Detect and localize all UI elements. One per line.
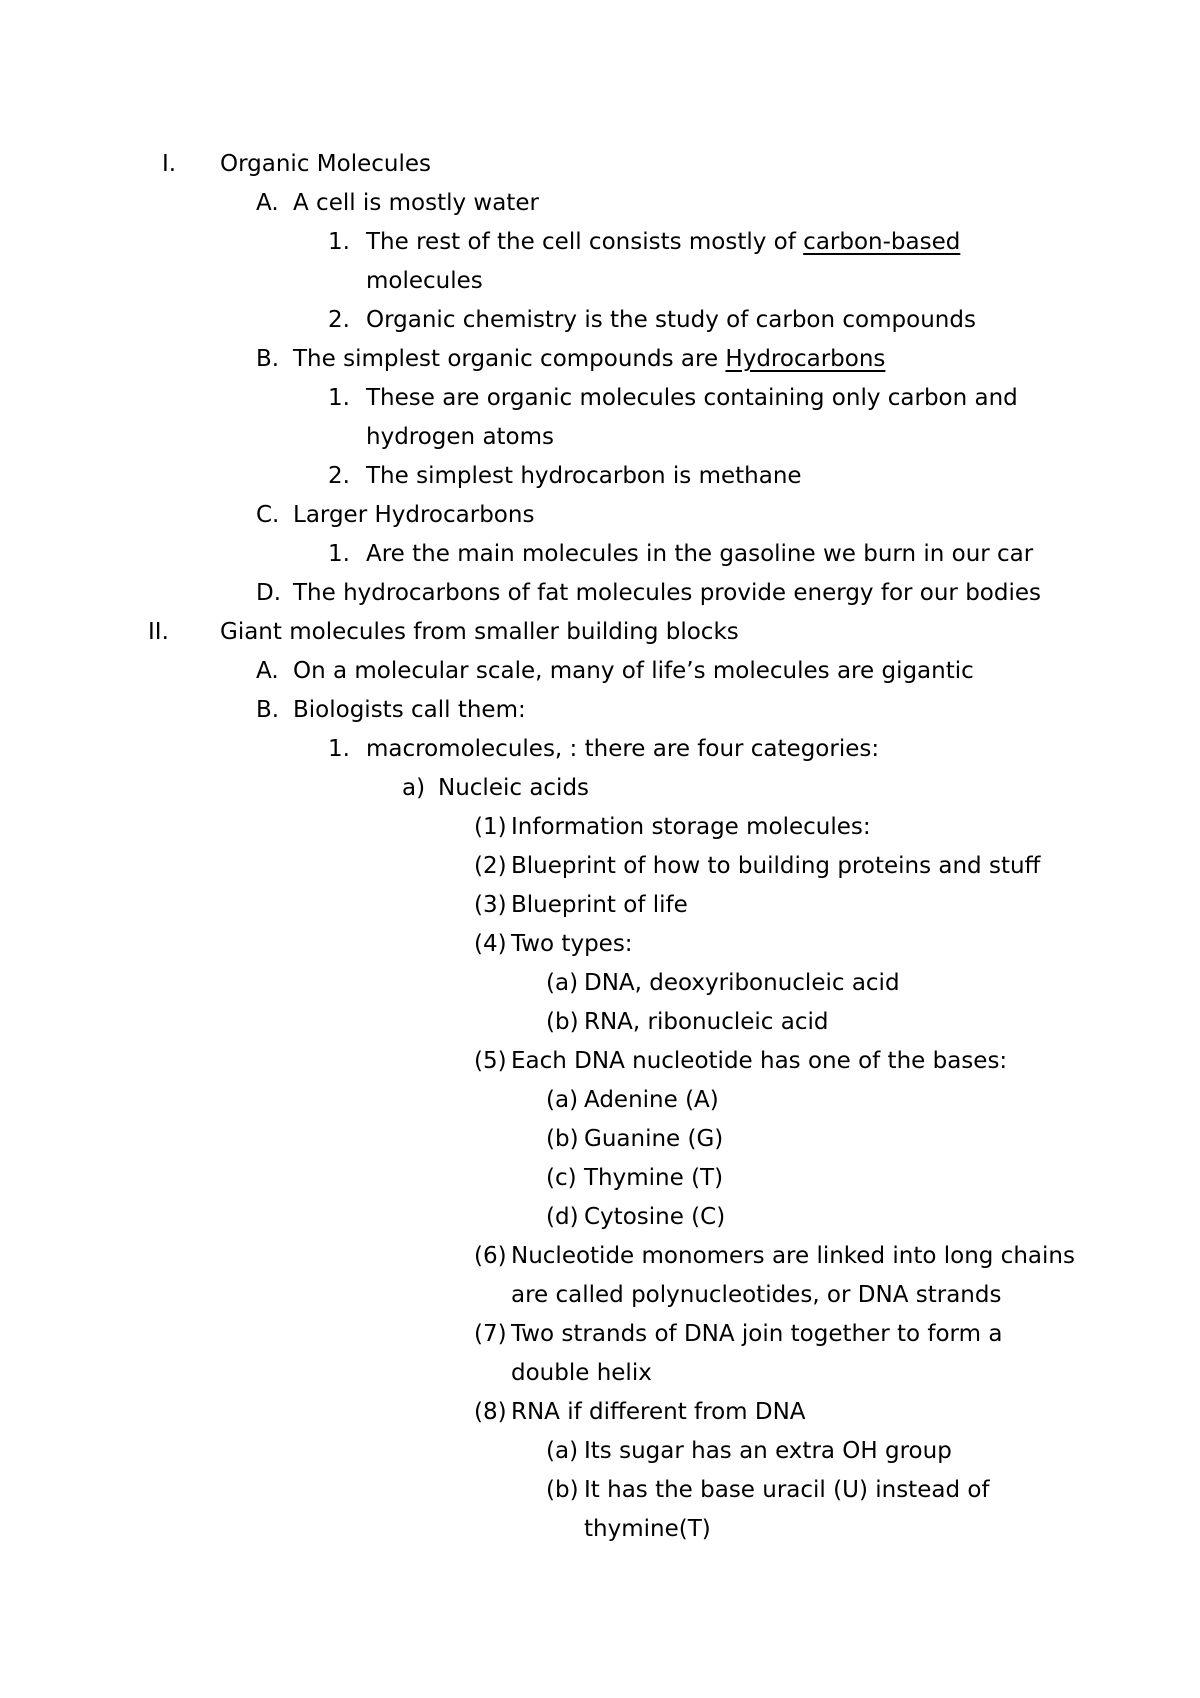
outline-text: macromolecules, : there are four categories: [366,736,880,762]
outline-marker: 2. [328,463,350,489]
outline-marker: (1) [474,814,507,840]
outline-text: Are the main molecules in the gasoline we burn in our car [366,541,1034,567]
outline-marker: I. [162,151,177,177]
outline-marker: (c) [546,1165,577,1191]
outline-text: Guanine (G) [584,1126,724,1152]
outline-text: DNA, deoxyribonucleic acid [584,970,900,996]
outline-marker: B. [256,346,280,372]
outline-marker: A. [256,190,279,216]
outline-text: Blueprint of how to building proteins and stuff [511,853,1041,879]
outline-marker: (7) [474,1321,507,1347]
outline-marker: (5) [474,1048,507,1074]
outline-marker: 2. [328,307,350,333]
outline-marker: (d) [546,1204,579,1230]
outline-text: double helix [511,1360,652,1386]
outline-text: hydrogen atoms [366,424,555,450]
outline-text: On a molecular scale, many of life’s molecules are gigantic [293,658,974,684]
outline-marker: (a) [546,970,579,996]
outline-marker: (8) [474,1399,507,1425]
outline-marker: (b) [546,1477,579,1503]
outline-marker: 1. [328,385,350,411]
outline-text: It has the base uracil (U) instead of [584,1477,990,1503]
outline-text: Biologists call them: [293,697,526,723]
outline-text: Nucleotide monomers are linked into long chains [511,1243,1075,1269]
outline-text [366,224,960,260]
outline-text: The simplest hydrocarbon is methane [366,463,802,489]
outline-marker: a) [402,775,426,801]
outline-marker: 1. [328,541,350,567]
underlined-term: carbon-based [803,229,961,255]
outline-text: Two strands of DNA join together to form a [511,1321,1003,1347]
outline-marker: (b) [546,1009,579,1035]
outline-text: Organic chemistry is the study of carbon compounds [366,307,976,333]
outline-text: Each DNA nucleotide has one of the bases: [511,1048,1008,1074]
outline-marker: (6) [474,1243,507,1269]
outline-marker: (a) [546,1438,579,1464]
outline-marker: D. [256,580,282,606]
outline-text: Cytosine (C) [584,1204,726,1230]
outline-text: RNA, ribonucleic acid [584,1009,829,1035]
outline-marker: (b) [546,1126,579,1152]
outline-text: Blueprint of life [511,892,688,918]
outline-text-plain: The simplest organic compounds are [293,346,726,372]
outline-marker: B. [256,697,280,723]
outline-text: RNA if different from DNA [511,1399,806,1425]
outline-text: The hydrocarbons of fat molecules provide energy for our bodies [293,580,1041,606]
outline-text: Larger Hydrocarbons [293,502,535,528]
outline-text: Two types: [511,931,633,957]
outline-marker: II. [148,619,169,645]
outline-text: molecules [366,268,483,294]
outline-text-plain: The rest of the cell consists mostly of [366,229,804,255]
outline-marker: (a) [546,1087,579,1113]
outline-text: are called polynucleotides, or DNA strands [511,1282,1002,1308]
outline-marker: 1. [328,229,350,255]
underlined-term: Hydrocarbons [725,346,886,372]
outline-text: Adenine (A) [584,1087,719,1113]
outline-marker: C. [256,502,280,528]
outline-text: Information storage molecules: [511,814,871,840]
outline-marker: 1. [328,736,350,762]
outline-marker: (2) [474,853,507,879]
outline-text: Thymine (T) [584,1165,724,1191]
outline-marker: A. [256,658,279,684]
outline-text: thymine(T) [584,1516,711,1542]
outline-heading: Giant molecules from smaller building blocks [220,619,739,645]
outline-text: Nucleic acids [438,775,590,801]
outline-text: These are organic molecules containing only carbon and [366,385,1018,411]
outline-marker: (3) [474,892,507,918]
outline-text [293,341,885,377]
outline-marker: (4) [474,931,507,957]
outline-text: A cell is mostly water [293,190,539,216]
outline-heading: Organic Molecules [220,151,431,177]
outline-text: Its sugar has an extra OH group [584,1438,952,1464]
